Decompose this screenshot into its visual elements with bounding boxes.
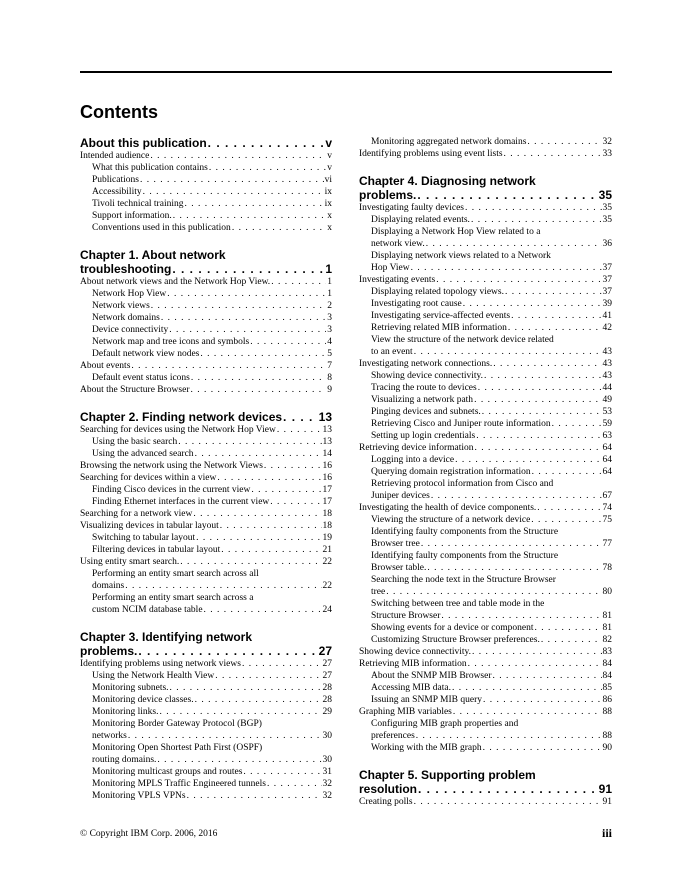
toc-entry[interactable]: Monitoring Border Gateway Protocol (BGP): [92, 719, 262, 729]
toc-entry[interactable]: Default network view nodes . . . 5: [80, 348, 332, 360]
toc-list-chapter-3: [80, 658, 332, 802]
toc-entry[interactable]: Network domains . . . 3: [80, 312, 332, 324]
toc-entry[interactable]: Creating polls . . . 91: [359, 796, 612, 808]
toc-entry[interactable]: Switching between tree and table mode in the: [371, 599, 545, 609]
toc-entry[interactable]: Finding Ethernet interfaces in the current view . . . 17: [80, 496, 332, 508]
toc-entry-continuation[interactable]: Browser table. . . . 78: [359, 562, 612, 574]
toc-right-column: [359, 136, 612, 808]
toc-entry-continuation[interactable]: Hop View . . . 37: [359, 262, 612, 274]
toc-entry[interactable]: Using the Network Health View . . . 27: [80, 670, 332, 682]
copyright-notice: © Copyright IBM Corp. 2006, 2016: [80, 829, 218, 839]
toc-entry[interactable]: Monitoring VPLS VPNs . . . 32: [80, 790, 332, 802]
toc-list-chapter-3-continued: [359, 136, 612, 160]
toc-entry[interactable]: Customizing Structure Browser preferences. . . . 82: [359, 634, 612, 646]
toc-entry[interactable]: Default event status icons . . . 8: [80, 372, 332, 384]
toc-left-column: [80, 136, 332, 802]
toc-entry[interactable]: Monitoring MPLS Traffic Engineered tunnels . . . 32: [80, 778, 332, 790]
toc-entry[interactable]: Publications . . . vi: [80, 174, 332, 186]
toc-entry-continuation[interactable]: to an event . . . 43: [359, 346, 612, 358]
toc-entry-continuation[interactable]: networks . . . 30: [80, 730, 332, 742]
toc-entry[interactable]: About events . . . 7: [80, 360, 332, 372]
toc-heading-chapter-2[interactable]: Chapter 2. Finding network devices . . . 13: [80, 410, 332, 424]
toc-entry[interactable]: Accessibility . . . ix: [80, 186, 332, 198]
toc-entry[interactable]: Working with the MIB graph . . . 90: [359, 742, 612, 754]
toc-entry[interactable]: Querying domain registration information . . . 64: [359, 466, 612, 478]
toc-entry[interactable]: Support information. . . . x: [80, 210, 332, 222]
toc-entry[interactable]: Investigating the health of device components. . . . 74: [359, 502, 612, 514]
toc-entry-continuation[interactable]: tree . . . 80: [359, 586, 612, 598]
toc-entry[interactable]: Issuing an SNMP MIB query . . . 86: [359, 694, 612, 706]
toc-heading-chapter-1[interactable]: Chapter 1. About network troubleshooting . . . 1: [80, 248, 332, 276]
toc-entry[interactable]: Using the advanced search . . . 14: [80, 448, 332, 460]
toc-entry[interactable]: Configuring MIB graph properties and: [371, 719, 519, 729]
toc-entry[interactable]: Graphing MIB variables . . . 88: [359, 706, 612, 718]
toc-entry-continuation[interactable]: domains . . . 22: [80, 580, 332, 592]
toc-entry[interactable]: Investigating faulty devices . . . 35: [359, 202, 612, 214]
toc-entry[interactable]: Performing an entity smart search across all: [92, 569, 259, 579]
toc-list-chapter-5: [359, 796, 612, 808]
toc-entry[interactable]: About the SNMP MIB Browser . . . 84: [359, 670, 612, 682]
page-number: iii: [601, 826, 612, 840]
toc-entry[interactable]: Network map and tree icons and symbols . . . 4: [80, 336, 332, 348]
toc-list-chapter-4: [359, 202, 612, 754]
toc-entry[interactable]: Identifying problems using event lists . . . 33: [359, 148, 612, 160]
toc-entry[interactable]: About the Structure Browser . . . 9: [80, 384, 332, 396]
toc-heading-about[interactable]: About this publication . . . v: [80, 136, 332, 150]
toc-entry[interactable]: Displaying related events. . . . 35: [359, 214, 612, 226]
toc-entry[interactable]: Investigating root cause . . . 39: [359, 298, 612, 310]
toc-entry[interactable]: Showing device connectivity. . . . 43: [359, 370, 612, 382]
toc-entry[interactable]: Showing events for a device or component . . . 81: [359, 622, 612, 634]
toc-entry[interactable]: Investigating service-affected events . . . 41: [359, 310, 612, 322]
toc-entry[interactable]: Identifying faulty components from the Structure: [371, 527, 559, 537]
toc-entry[interactable]: Investigating events . . . 37: [359, 274, 612, 286]
toc-entry[interactable]: Retrieving Cisco and Juniper route information . . . 59: [359, 418, 612, 430]
toc-entry[interactable]: Showing device connectivity. . . . 83: [359, 646, 612, 658]
toc-entry[interactable]: Monitoring Open Shortest Path First (OSPF): [92, 743, 263, 753]
toc-entry[interactable]: Identifying problems using network views . . . 27: [80, 658, 332, 670]
toc-entry[interactable]: Viewing the structure of a network device . . . 75: [359, 514, 612, 526]
toc-entry[interactable]: Accessing MIB data. . . . 85: [359, 682, 612, 694]
toc-entry-continuation[interactable]: preferences . . . 88: [359, 730, 612, 742]
toc-entry[interactable]: Visualizing devices in tabular layout . . . 18: [80, 520, 332, 532]
toc-entry[interactable]: Using entity smart search. . . . 22: [80, 556, 332, 568]
toc-entry[interactable]: Monitoring subnets. . . . 28: [80, 682, 332, 694]
toc-entry[interactable]: Displaying related topology views. . . . 37: [359, 286, 612, 298]
toc-entry[interactable]: Searching for devices within a view . . . 16: [80, 472, 332, 484]
toc-list-about: [80, 150, 332, 234]
toc-entry[interactable]: Intended audience . . . v: [80, 150, 332, 162]
toc-entry[interactable]: Switching to tabular layout . . . 19: [80, 532, 332, 544]
toc-entry[interactable]: Investigating network connections. . . . 43: [359, 358, 612, 370]
toc-entry[interactable]: Monitoring multicast groups and routes . . . 31: [80, 766, 332, 778]
toc-entry[interactable]: Tracing the route to devices . . . 44: [359, 382, 612, 394]
toc-entry[interactable]: Browsing the network using the Network Views . . . 16: [80, 460, 332, 472]
page-title: Contents: [80, 102, 158, 122]
toc-entry[interactable]: Network views . . . 2: [80, 300, 332, 312]
toc-entry[interactable]: Displaying a Network Hop View related to a: [371, 227, 541, 237]
toc-entry[interactable]: Retrieving related MIB information . . . 42: [359, 322, 612, 334]
toc-entry[interactable]: Identifying faulty components from the Structure: [371, 551, 559, 561]
toc-entry[interactable]: Using the basic search . . . 13: [80, 436, 332, 448]
toc-entry-continuation[interactable]: network view. . . . 36: [359, 238, 612, 250]
toc-entry-continuation[interactable]: custom NCIM database table . . . 24: [80, 604, 332, 616]
toc-entry-continuation[interactable]: Juniper devices . . . 67: [359, 490, 612, 502]
toc-entry[interactable]: Filtering devices in tabular layout . . . 21: [80, 544, 332, 556]
toc-entry-continuation[interactable]: routing domains. . . . 30: [80, 754, 332, 766]
toc-entry[interactable]: Searching the node text in the Structure Browser: [371, 575, 556, 585]
toc-entry[interactable]: Monitoring aggregated network domains . . . 32: [359, 136, 612, 148]
toc-entry[interactable]: Setting up login credentials . . . 63: [359, 430, 612, 442]
toc-entry[interactable]: Monitoring links. . . . 29: [80, 706, 332, 718]
toc-entry[interactable]: Displaying network views related to a Network: [371, 251, 551, 261]
toc-heading-chapter-3[interactable]: Chapter 3. Identifying network problems. . . . 27: [80, 630, 332, 658]
toc-entry[interactable]: Retrieving device information . . . 64: [359, 442, 612, 454]
toc-list-chapter-1: [80, 276, 332, 396]
toc-entry[interactable]: Pinging devices and subnets. . . . 53: [359, 406, 612, 418]
toc-entry[interactable]: Device connectivity . . . 3: [80, 324, 332, 336]
toc-heading-chapter-5[interactable]: Chapter 5. Supporting problem resolution . . . 91: [359, 768, 612, 796]
toc-entry[interactable]: What this publication contains . . . v: [80, 162, 332, 174]
toc-heading-chapter-4[interactable]: Chapter 4. Diagnosing network problems. . . . 35: [359, 174, 612, 202]
toc-entry-continuation[interactable]: Browser tree . . . 77: [359, 538, 612, 550]
toc-entry[interactable]: Performing an entity smart search across a: [92, 593, 254, 603]
toc-entry[interactable]: View the structure of the network device related: [371, 335, 554, 345]
toc-entry[interactable]: Searching for devices using the Network Hop View . . . 13: [80, 424, 332, 436]
toc-entry[interactable]: About network views and the Network Hop View. . . . 1: [80, 276, 332, 288]
header-rule: [80, 71, 612, 73]
toc-entry[interactable]: Conventions used in this publication . . . x: [80, 222, 332, 234]
toc-entry[interactable]: Tivoli technical training . . . ix: [80, 198, 332, 210]
toc-entry[interactable]: Logging into a device . . . 64: [359, 454, 612, 466]
toc-list-chapter-2: [80, 424, 332, 616]
toc-entry[interactable]: Visualizing a network path . . . 49: [359, 394, 612, 406]
toc-entry[interactable]: Retrieving MIB information . . . 84: [359, 658, 612, 670]
toc-entry[interactable]: Monitoring device classes. . . . 28: [80, 694, 332, 706]
toc-entry-continuation[interactable]: Structure Browser . . . 81: [359, 610, 612, 622]
toc-entry[interactable]: Network Hop View . . . 1: [80, 288, 332, 300]
toc-entry[interactable]: Retrieving protocol information from Cisco and: [371, 479, 554, 489]
toc-entry[interactable]: Searching for a network view . . . 18: [80, 508, 332, 520]
toc-entry[interactable]: Finding Cisco devices in the current view . . . 17: [80, 484, 332, 496]
